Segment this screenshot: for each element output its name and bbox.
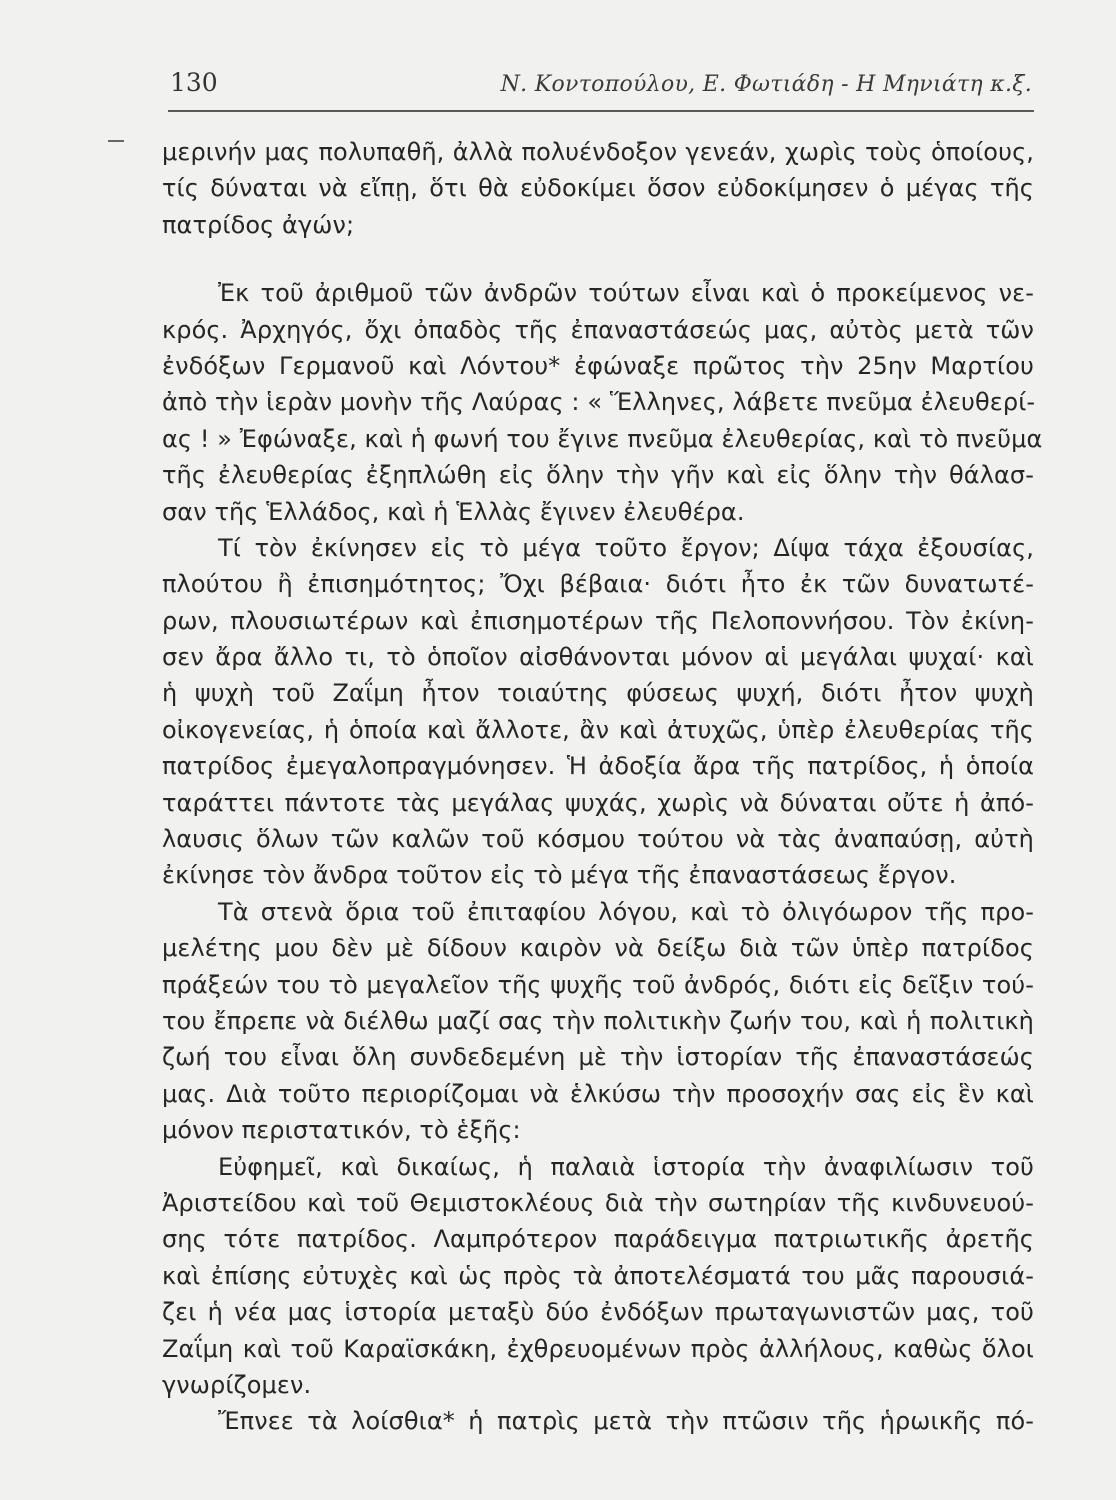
paragraph [162,894,1034,1149]
text-line: ἀπὸ τὴν ἱερὰν μονὴν τῆς Λαύρας : « Ἕλληνες, λάβετε πνεῦμα ἐλευθερί- [162,388,1036,417]
text-line: ζωή του εἶναι ὅλη συνδεδεμένη μὲ τὴν ἱστορίαν τῆς ἐπαναστάσεώς [162,1043,1034,1072]
text-line: καὶ ἐπίσης εὐτυχὲς καὶ ὡς πρὸς τὰ ἀποτελέσματά του μᾶς παρουσιά- [162,1261,1034,1290]
text-line: μόνον περιστατικόν, τὸ ἑξῆς: [162,1116,521,1145]
text-line: γνωρίζομεν. [162,1370,312,1399]
text-line: ζει ἡ νέα μας ἱστορία μεταξὺ δύο ἐνδόξων πρωταγωνιστῶν μας, τοῦ [162,1298,1034,1327]
paragraph-gap [162,243,1034,275]
text-line: τῆς ἐλευθερίας ἐξηπλώθη εἰς ὅλην τὴν γῆν καὶ εἰς ὅλην τὴν θάλασ- [162,461,1034,490]
text-line: Τί τὸν ἐκίνησεν εἰς τὸ μέγα τοῦτο ἔργον; Δίψα τάχα ἐξουσίας, [218,533,1034,562]
text-line: Ἔπνεε τὰ λοίσθια* ἡ πατρὶς μετὰ τὴν πτῶσιν τῆς ἡρωικῆς πό- [218,1407,1034,1436]
text-line: Ἐκ τοῦ ἀριθμοῦ τῶν ἀνδρῶν τούτων εἶναι καὶ ὁ προκείμενος νε- [218,279,1034,308]
running-head: Ν. Κοντοπούλου, Ε. Φωτιάδη - Η Μηνιάτη κ.ξ. [500,72,1032,97]
text-line: σης τότε πατρίδος. Λαμπρότερον παράδειγμα πατριωτικῆς ἀρετῆς [162,1225,1034,1254]
text-line: πατρίδος ἀγών; [162,210,355,239]
text-line: πράξεών του τὸ μεγαλεῖον τῆς ψυχῆς τοῦ ἀνδρός, διότι εἰς δεῖξιν τού- [162,970,1034,999]
text-line: ἐκίνησε τὸν ἄνδρα τοῦτον εἰς τὸ μέγα τῆς ἐπαναστάσεως ἔργον. [162,861,957,890]
text-line: ταράττει πάντοτε τὰς μεγάλας ψυχάς, χωρὶς νὰ δύναται οὔτε ἡ ἀπό- [162,788,1034,817]
text-line: του ἔπρεπε νὰ διέλθω μαζί σας τὴν πολιτικὴν ζωήν του, καὶ ἡ πολιτικὴ [162,1006,1034,1035]
text-line: οἰκογενείας, ἡ ὁποία καὶ ἄλλοτε, ἂν καὶ ἀτυχῶς, ὑπὲρ ἐλευθερίας τῆς [162,715,1034,744]
text-line: Ζαΐμη καὶ τοῦ Καραϊσκάκη, ἐχθρευομένων πρὸς ἀλλήλους, καθὼς ὅλοι [162,1334,1034,1363]
paragraph [162,134,1034,243]
margin-mark [108,140,124,142]
text-line: Εὐφημεῖ, καὶ δικαίως, ἡ παλαιὰ ἱστορία τὴν ἀναφιλίωσιν τοῦ [218,1152,1034,1181]
body-text [162,134,1043,1440]
text-line: μας. Διὰ τοῦτο περιορίζομαι νὰ ἑλκύσω τὴν προσοχήν σας εἰς ἓν καὶ [162,1079,1034,1108]
text-line: λαυσις ὅλων τῶν καλῶν τοῦ κόσμου τούτου νὰ τὰς ἀναπαύσῃ, αὐτὴ [162,825,1034,854]
text-line: τίς δύναται νὰ εἴπῃ, ὅτι θὰ εὐδοκίμει ὅσον εὐδοκίμησεν ὁ μέγας τῆς [162,174,1034,203]
text-line: Τὰ στενὰ ὅρια τοῦ ἐπιταφίου λόγου, καὶ τὸ ὀλιγόωρον τῆς προ- [218,897,1034,926]
text-line: σεν ἄρα ἄλλο τι, τὸ ὁποῖον αἰσθάνονται μόνον αἱ μεγάλαι ψυχαί· καὶ [162,643,1034,672]
text-line: ρων, πλουσιωτέρων καὶ ἐπισημοτέρων τῆς Πελοποννήσου. Τὸν ἐκίνη- [162,606,1034,635]
header-rule [168,110,1034,112]
paragraph [162,1149,1034,1404]
page-header [170,64,1032,104]
text-line: μελέτης μου δὲν μὲ δίδουν καιρὸν νὰ δείξω διὰ τῶν ὑπὲρ πατρίδος [162,934,1034,963]
page-number: 130 [170,68,218,97]
text-line: σαν τῆς Ἑλλάδος, καὶ ἡ Ἑλλὰς ἔγινεν ἐλευθέρα. [162,497,745,526]
text-line: μερινήν μας πολυπαθῆ, ἀλλὰ πολυένδοξον γενεάν, χωρὶς τοὺς ὁποίους, [162,138,1034,166]
text-line: πλούτου ἢ ἐπισημότητος; Ὄχι βέβαια· διότι ἦτο ἐκ τῶν δυνατωτέ- [162,570,1034,599]
paragraph [162,1403,1034,1439]
text-line: Ἀριστείδου καὶ τοῦ Θεμιστοκλέους διὰ τὴν σωτηρίαν τῆς κινδυνευού- [162,1188,1034,1217]
text-line: ἐνδόξων Γερμανοῦ καὶ Λόντου* ἐφώναξε πρῶτος τὴν 25ην Μαρτίου [162,351,1034,380]
paragraph [162,275,1043,530]
text-line: ἡ ψυχὴ τοῦ Ζαΐμη ἦτον τοιαύτης φύσεως ψυχή, διότι ἦτον ψυχὴ [162,679,1034,708]
text-line: πατρίδος ἐμεγαλοπραγμόνησεν. Ἡ ἀδοξία ἄρα τῆς πατρίδος, ἡ ὁποία [162,752,1034,781]
text-line: ας ! » Ἐφώναξε, καὶ ἡ φωνή του ἔγινε πνεῦμα ἐλευθερίας, καὶ τὸ πνεῦμα [162,424,1043,453]
paragraph [162,530,1034,894]
text-line: κρός. Ἀρχηγός, ὄχι ὀπαδὸς τῆς ἐπαναστάσεώς μας, αὐτὸς μετὰ τῶν [162,315,1034,344]
